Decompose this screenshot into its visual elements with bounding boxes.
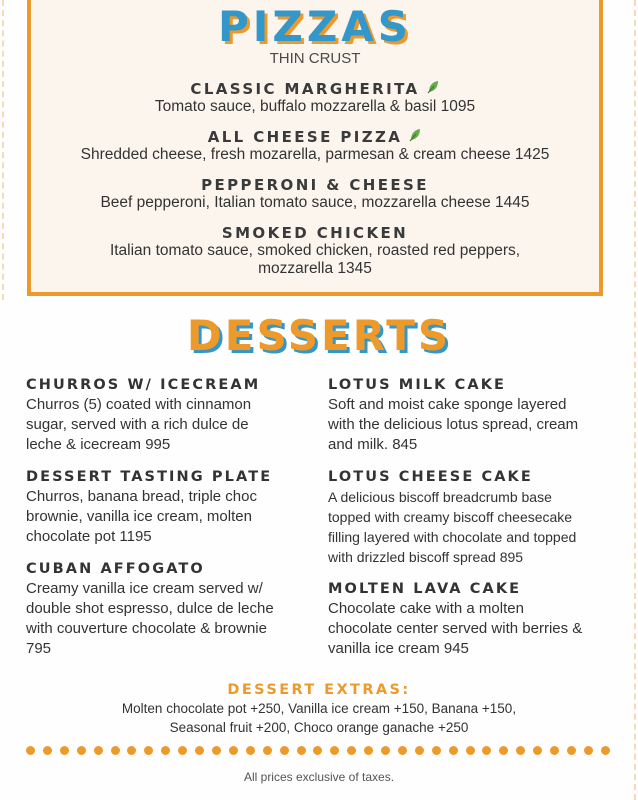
dessert-desc-line: Churros, banana bread, triple choc [26,488,257,505]
divider-dot [364,746,373,755]
pizza-item-desc-cont: mozzarella 1345 [258,260,372,277]
divider-dot [246,746,255,755]
dessert-desc-line: with couverture chocolate & brownie [26,620,267,637]
divider-dot [584,746,593,755]
dashed-border-right [634,0,636,800]
divider-dot [195,746,204,755]
divider-dot [263,746,272,755]
divider-dot [550,746,559,755]
dessert-name: LOTUS CHEESE CAKE [328,469,533,485]
dessert-item [26,375,316,455]
divider-dot [43,746,52,755]
pizza-item-desc: Tomato sauce, buffalo mozzarella & basil 1095 [154,98,476,115]
dessert-desc-line: chocolate center served with berries & [328,620,583,637]
dessert-desc-line: double shot espresso, dulce de leche [26,600,274,617]
divider-dot [94,746,103,755]
divider-dot [449,746,458,755]
divider-dot [77,746,86,755]
dessert-desc-line: Chocolate cake with a molten [328,600,524,617]
dotted-divider [26,744,610,756]
divider-dot [280,746,289,755]
pizza-item [31,224,599,278]
dessert-name: MOLTEN LAVA CAKE [328,581,522,597]
pizza-item-name: PEPPERONI & CHEESE [201,176,429,194]
pizza-item-desc: Italian tomato sauce, smoked chicken, roasted red peppers, [109,242,521,259]
pizza-item [31,128,599,164]
dessert-desc-line: brownie, vanilla ice cream, molten [26,508,252,525]
extras-line: Seasonal fruit +200, Choco orange ganache +250 [169,720,469,735]
divider-dot [347,746,356,755]
desserts-title: DESSERTS [186,311,452,360]
dessert-desc-line: filling layered with chocolate and topped [328,529,577,545]
divider-dot [398,746,407,755]
dessert-desc-line: leche & icecream 995 [26,436,171,453]
extras-line: Molten chocolate pot +250, Vanilla ice cream +150, Banana +150, [121,701,517,716]
dessert-item [328,375,628,455]
divider-dot [144,746,153,755]
extras-title: DESSERT EXTRAS: [227,682,411,698]
divider-dot [111,746,120,755]
divider-dot [499,746,508,755]
divider-dot [330,746,339,755]
dashed-border-left [2,0,4,300]
desserts-right-column [328,375,628,671]
divider-dot [567,746,576,755]
pizza-item-name: CLASSIC MARGHERITA [31,80,599,98]
leaf-icon [408,128,422,142]
pizza-item [31,80,599,116]
footer-note: All prices exclusive of taxes. [243,770,395,784]
divider-dot [466,746,475,755]
dessert-desc-line: Churros (5) coated with cinnamon [26,396,252,413]
dessert-item [26,559,316,659]
dessert-name: CUBAN AFFOGATO [26,561,205,577]
dessert-desc-line: with the delicious lotus spread, cream [328,416,579,433]
dessert-desc-line: vanilla ice cream 945 [328,640,469,657]
divider-dot [127,746,136,755]
pizza-item [31,176,599,212]
divider-dot [297,746,306,755]
divider-dot [415,746,424,755]
dessert-name: DESSERT TASTING PLATE [26,469,273,485]
divider-dot [229,746,238,755]
dessert-item [328,579,628,659]
dessert-desc-line: Creamy vanilla ice cream served w/ [26,580,263,597]
leaf-icon [426,80,440,94]
divider-dot [381,746,390,755]
divider-dot [313,746,322,755]
dessert-desc-line: chocolate pot 1195 [26,528,152,545]
dessert-name: CHURROS W/ ICECREAM [26,377,261,393]
divider-dot [432,746,441,755]
divider-dot [178,746,187,755]
dessert-desc-line: A delicious biscoff breadcrumb base [328,489,552,505]
divider-dot [516,746,525,755]
dessert-desc-line: sugar, served with a rich dulce de [26,416,249,433]
dessert-desc-line: Soft and moist cake sponge layered [328,396,567,413]
pizza-item-name: SMOKED CHICKEN [221,224,409,242]
desserts-left-column [26,375,316,671]
dessert-name: LOTUS MILK CAKE [328,377,507,393]
pizza-title: PIZZAS [217,2,413,51]
divider-dot [161,746,170,755]
dessert-item [26,467,316,547]
dessert-item [328,467,628,567]
dessert-desc-line: topped with creamy biscoff cheesecake [328,509,573,525]
divider-dot [212,746,221,755]
dessert-desc-line: with drizzled biscoff spread 895 [328,549,524,565]
divider-dot [533,746,542,755]
divider-dot [601,746,610,755]
pizza-item-desc: Shredded cheese, fresh mozarella, parmesan & cream cheese 1425 [80,146,550,163]
dessert-extras [0,681,638,737]
dessert-desc-line: 795 [26,640,52,657]
pizza-item-name: ALL CHEESE PIZZA [31,128,599,146]
divider-dot [26,746,35,755]
divider-dot [482,746,491,755]
dessert-desc-line: and milk. 845 [328,436,418,453]
pizza-subtitle: THIN CRUST [269,50,361,67]
pizza-section [27,0,603,296]
pizza-item-desc: Beef pepperoni, Italian tomato sauce, mozzarella cheese 1445 [100,194,530,211]
divider-dot [60,746,69,755]
